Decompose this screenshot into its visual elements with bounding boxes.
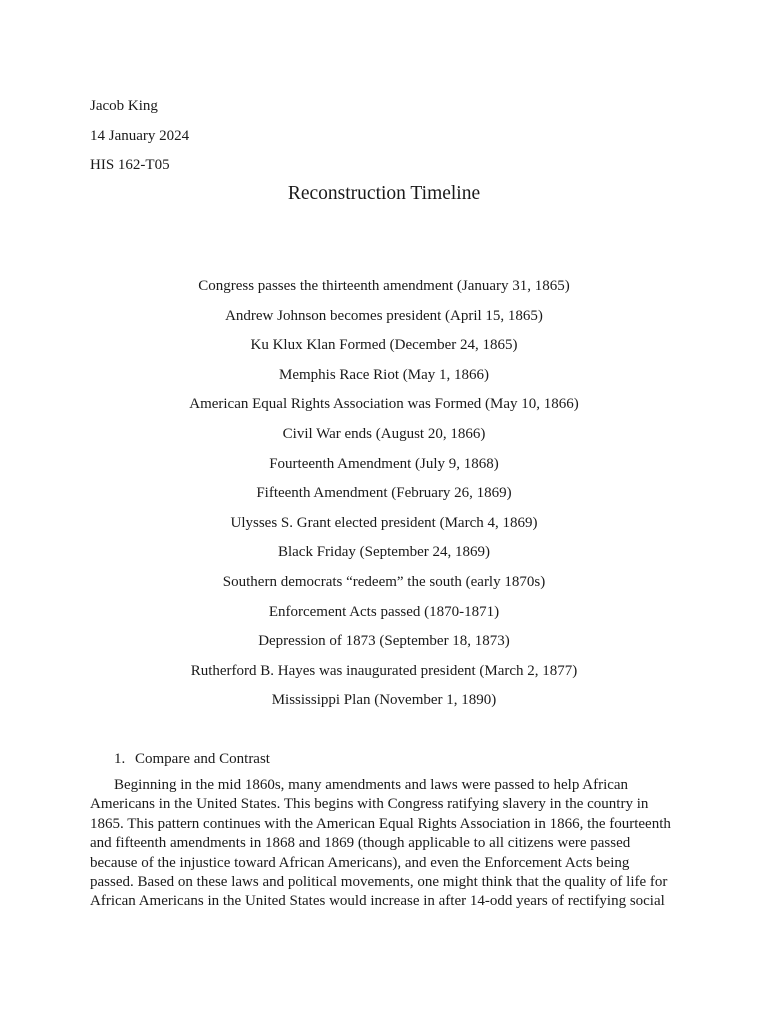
document-date: 14 January 2024 <box>90 127 190 144</box>
timeline-entry: Mississippi Plan (November 1, 1890) <box>271 692 497 709</box>
document-header <box>90 92 189 181</box>
timeline-entry: Memphis Race Riot (May 1, 1866) <box>279 366 489 383</box>
timeline-entry: Black Friday (September 24, 1869) <box>277 544 491 561</box>
timeline-entry: Southern democrats “redeem” the south (early 1870s) <box>222 573 546 590</box>
section-number: 1. <box>114 751 126 767</box>
paragraph-line: Americans in the United States. This begins with Congress ratifying slavery in the country in <box>90 796 649 813</box>
timeline-entry: Ulysses S. Grant elected president (March 4, 1869) <box>230 514 538 531</box>
paragraph-line: African Americans in the United States would increase in after 14-odd years of rectifying social <box>90 893 665 910</box>
paragraph-line: and fifteenth amendments in 1868 and 1869 (though applicable to all citizens were passed <box>90 835 631 852</box>
timeline-entry: Fifteenth Amendment (February 26, 1869) <box>256 485 512 502</box>
paragraph-line: passed. Based on these laws and political movements, one might think that the quality of life for <box>90 874 668 891</box>
paragraph-line: Beginning in the mid 1860s, many amendments and laws were passed to help African <box>114 777 629 793</box>
paragraph-line: because of the injustice toward African Americans), and even the Enforcement Acts being <box>90 854 630 871</box>
timeline-entry: Andrew Johnson becomes president (April 15, 1865) <box>225 307 543 324</box>
timeline-entry: Fourteenth Amendment (July 9, 1868) <box>269 455 499 472</box>
document-title: Reconstruction Timeline <box>287 183 481 204</box>
timeline-entry: Civil War ends (August 20, 1866) <box>282 425 486 442</box>
timeline-entry: Depression of 1873 (September 18, 1873) <box>258 633 510 650</box>
timeline-entry: Rutherford B. Hayes was inaugurated president (March 2, 1877) <box>190 662 578 679</box>
timeline-entry: Congress passes the thirteenth amendment (January 31, 1865) <box>198 278 570 294</box>
body-paragraph <box>90 776 680 912</box>
timeline-list <box>0 272 768 716</box>
timeline-entry: Ku Klux Klan Formed (December 24, 1865) <box>250 337 518 354</box>
course-code: HIS 162-T05 <box>90 157 170 173</box>
timeline-entry: American Equal Rights Association was Formed (May 10, 1866) <box>189 396 579 413</box>
timeline-entry: Enforcement Acts passed (1870-1871) <box>268 603 500 620</box>
section-heading <box>114 746 270 772</box>
paragraph-line: 1865. This pattern continues with the American Equal Rights Association in 1866, the fourteenth <box>90 815 671 832</box>
author-name: Jacob King <box>90 98 158 114</box>
section-heading-text: Compare and Contrast <box>135 751 270 767</box>
